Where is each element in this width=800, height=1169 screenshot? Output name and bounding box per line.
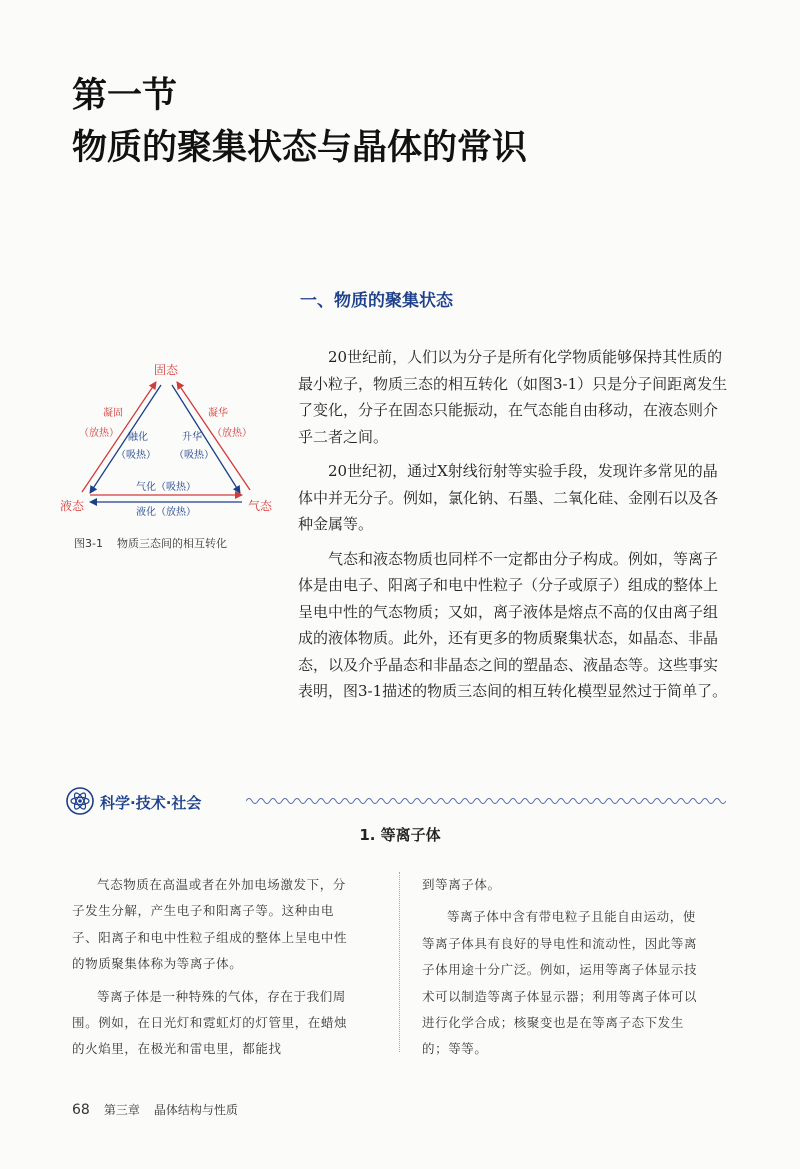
- section-title-line2: 物质的聚集状态与晶体的常识: [72, 127, 528, 168]
- sts-right-column: [422, 872, 700, 1063]
- melt-heat-label: （吸热）: [116, 450, 156, 461]
- deposit-label: 凝华: [208, 408, 228, 419]
- liquefy-label: 液化（放热）: [136, 507, 196, 518]
- sts-box-title: 科学·技术·社会: [100, 794, 202, 812]
- sts-left-paragraph-2: 等离子体是一种特殊的气体，存在于我们周围。例如，在日光灯和霓虹灯的灯管里，在蜡烛的火焰里，在极光和雷电里，都能找: [72, 988, 348, 1057]
- figure-caption-text: 物质三态间的相互转化: [116, 537, 227, 550]
- melt-label: 融化: [128, 432, 148, 443]
- state-solid: 固态: [153, 363, 179, 377]
- footer-chapter: 第三章: [103, 1103, 140, 1117]
- sts-left-paragraph-1: 气态物质在高温或者在外加电场激发下，分子发生分解，产生电子和阳离子等。这种由电子、阳离子和电中性粒子组成的整体上呈电中性的物质聚集体称为等离子体。: [72, 877, 348, 972]
- page-footer: [72, 1101, 238, 1118]
- sts-right-paragraph-1: 等离子体中含有带电粒子且能自由运动，使等离子体具有良好的导电性和流动性，因此等离子体用途十分广泛。例如，运用等离子体显示技术可以制造等离子体显示器；利用等离子体可以进行化学合成；核聚变也是在等离子态下发生的；等等。: [422, 909, 698, 1057]
- sts-box-header: [66, 787, 731, 817]
- footer-chapter-title: 晶体结构与性质: [153, 1103, 238, 1117]
- sublime-label: 升华: [182, 432, 202, 443]
- section-title-line1: 第一节: [72, 75, 178, 116]
- column-divider: [399, 872, 400, 1052]
- freeze-heat-label: （放热）: [79, 428, 119, 439]
- main-paragraph-3: 气态和液态物质也同样不一定都由分子构成。例如，等离子体是由电子、阳离子和电中性粒子（分子或原子）组成的整体上呈电中性的气态物质；又如，离子液体是熔点不高的仅由离子组成的液体物质。此外，还有更多的物质聚集状态，如晶态、非晶态，以及介乎晶态和非晶态之间的塑晶态、液晶态等。这些事实表明，图3-1描述的物质三态间的相互转化模型显然过于简单了。: [298, 549, 728, 700]
- page-number: 68: [72, 1102, 90, 1118]
- melt-arrow: [90, 385, 161, 493]
- freeze-label: 凝固: [103, 408, 123, 419]
- sts-left-column: [72, 872, 350, 1063]
- vaporize-label: 气化（吸热）: [136, 482, 196, 493]
- figure-caption-number: 图3-1: [74, 537, 103, 550]
- atom-icon: [66, 787, 94, 815]
- figure-caption: [74, 535, 227, 551]
- state-gas: 气态: [248, 499, 273, 513]
- phase-transition-figure: [60, 360, 285, 525]
- subsection-heading: 一、物质的聚集状态: [300, 291, 453, 311]
- deposit-heat-label: （放热）: [212, 428, 252, 439]
- state-liquid: 液态: [60, 499, 85, 513]
- section-title: [72, 70, 527, 174]
- main-paragraph-1: 20世纪前，人们以为分子是所有化学物质能够保持其性质的最小粒子，物质三态的相互转化（如图3-1）只是分子间距离发生了变化，分子在固态只能振动，在气态能自由移动，在液态则介乎二者之间。: [298, 348, 728, 446]
- main-body-text: [298, 344, 728, 705]
- phase-triangle-diagram: [60, 360, 285, 525]
- sts-box-subtitle: 1. 等离子体: [359, 826, 441, 844]
- main-paragraph-2: 20世纪初，通过X射线衍射等实验手段，发现许多常见的晶体中并无分子。例如，氯化钠、石墨、二氧化硅、金刚石以及各种金属等。: [298, 462, 719, 533]
- sts-right-continuation: 到等离子体。: [422, 877, 501, 892]
- sublime-heat-label: （吸热）: [174, 450, 214, 461]
- wavy-divider: [246, 795, 726, 807]
